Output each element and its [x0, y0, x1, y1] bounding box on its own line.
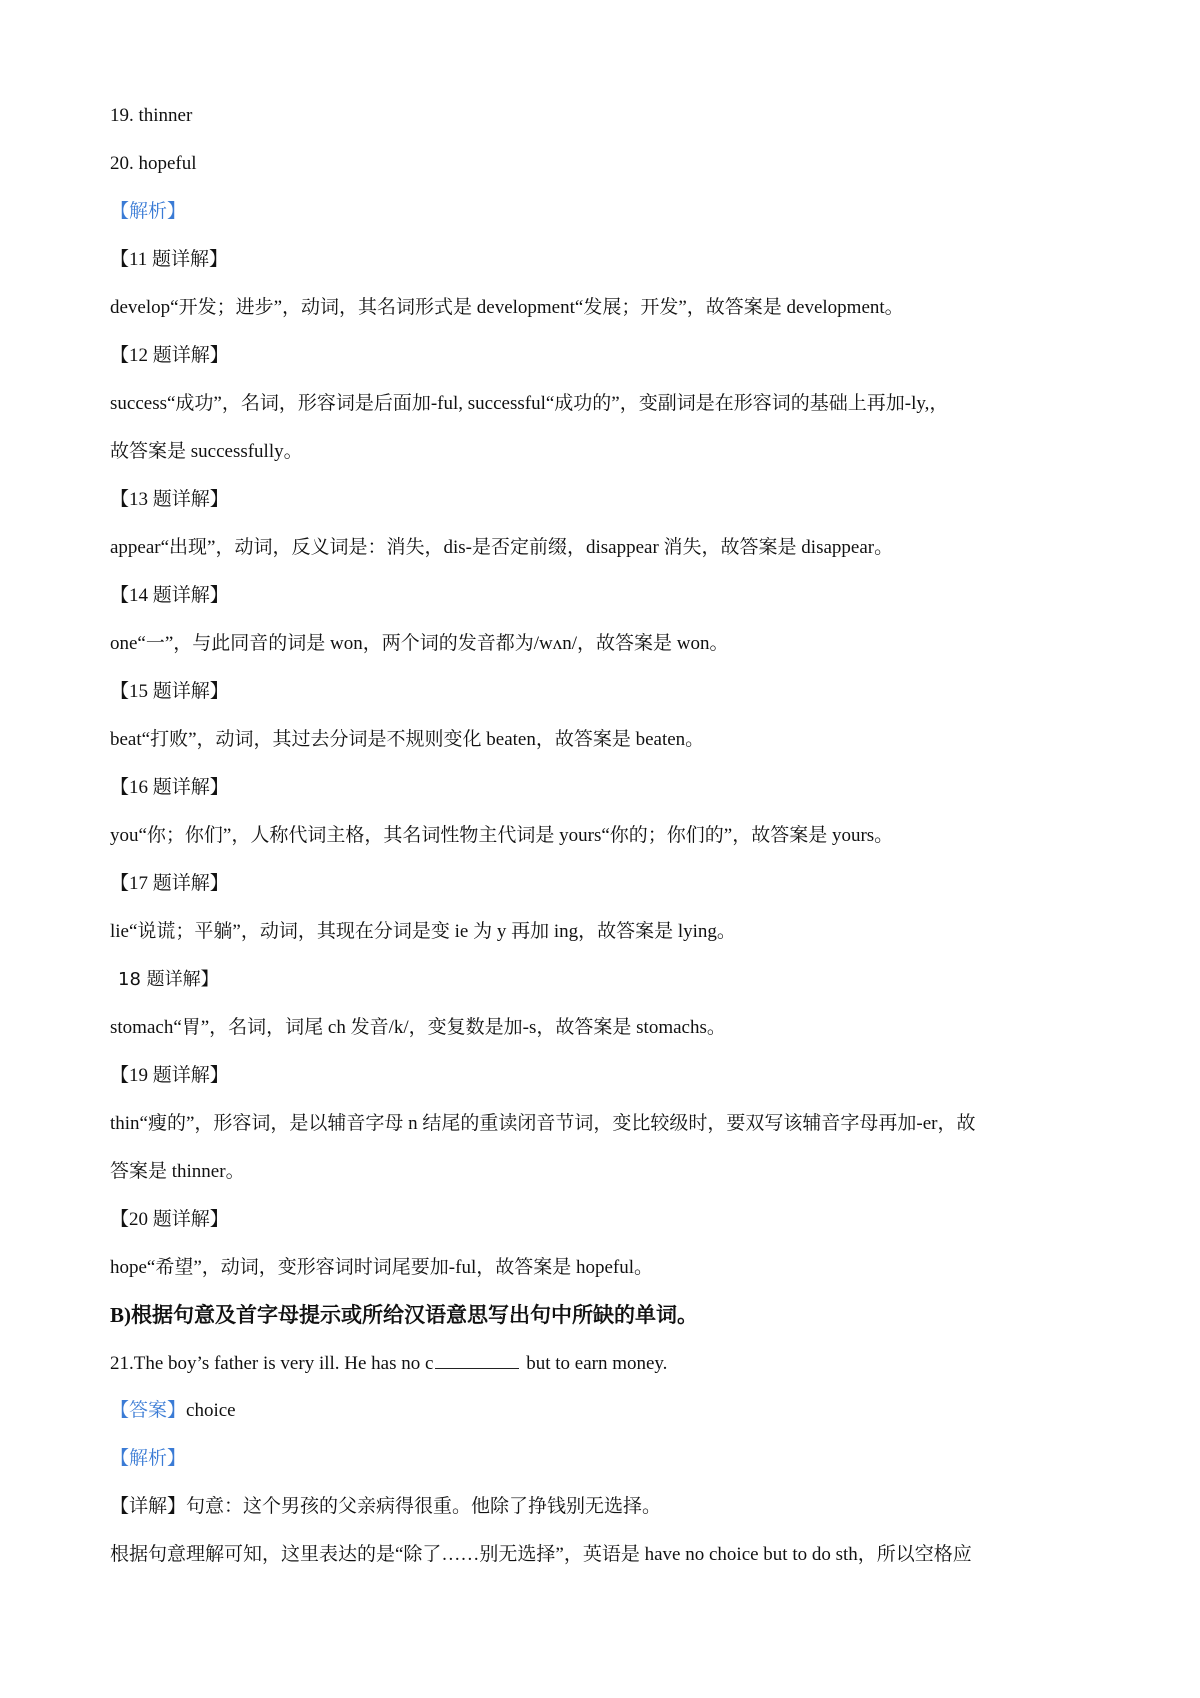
explain-line: 根据句意理解可知，这里表达的是“除了……别无选择”，英语是 have no choice but to do sth，所以空格应 [110, 1544, 972, 1565]
item-header: 【16 题详解】 [110, 777, 229, 798]
item-text: beat“打败”，动词，其过去分词是不规则变化 beaten，故答案是 beaten。 [110, 729, 705, 750]
answer-label: 【答案】 [110, 1400, 187, 1421]
item-text: lie“说谎；平躺”，动词，其现在分词是变 ie 为 y 再加 ing，故答案是 lying。 [110, 921, 736, 942]
item-header: 【12 题详解】 [110, 345, 229, 366]
item-header: 【20 题详解】 [110, 1209, 229, 1230]
answer-20: 20. hopeful [110, 153, 197, 174]
item-text: 故答案是 successfully。 [110, 441, 303, 462]
item-text: one“一”，与此同音的词是 won，两个词的发音都为/wʌn/，故答案是 won。 [110, 633, 729, 654]
item-text: 答案是 thinner。 [110, 1161, 245, 1182]
item-text: thin“瘦的”，形容词，是以辅音字母 n 结尾的重读闭音节词，变比较级时，要双写该辅音字母再加-er，故 [110, 1113, 976, 1134]
item-header: 【11 题详解】 [110, 249, 229, 270]
answer-line [110, 1398, 236, 1424]
item-text: success“成功”，名词，形容词是后面加-ful, successful“成功的”，变副词是在形容词的基础上再加-ly,， [110, 393, 949, 414]
question-21-text-after: but to earn money. [521, 1353, 668, 1374]
answer-blank [435, 1350, 519, 1369]
detail-line [110, 1494, 661, 1520]
question-21 [110, 1350, 667, 1377]
item-header: 【17 题详解】 [110, 873, 229, 894]
question-21-text-before: 21.The boy’s father is very ill. He has no c [110, 1353, 434, 1374]
item-header: 【19 题详解】 [110, 1065, 229, 1086]
item-header: 【15 题详解】 [110, 681, 229, 702]
detail-label: 【详解】 [110, 1496, 187, 1517]
analysis-label: 【解析】 [110, 201, 187, 222]
detail-text: 句意：这个男孩的父亲病得很重。他除了挣钱别无选择。 [186, 1496, 662, 1517]
analysis-label-b: 【解析】 [110, 1448, 187, 1469]
section-b-title: B)根据句意及首字母提示或所给汉语意思写出句中所缺的单词。 [110, 1303, 698, 1327]
answer-value: choice [186, 1400, 236, 1421]
item-text: appear“出现”，动词，反义词是：消失，dis-是否定前缀，disappear 消失，故答案是 disappear。 [110, 537, 894, 558]
item-header: 18 题详解】 [118, 969, 219, 990]
item-header: 【13 题详解】 [110, 489, 229, 510]
item-text: develop“开发；进步”，动词，其名词形式是 development“发展；开发”，故答案是 development。 [110, 297, 904, 318]
item-header: 【14 题详解】 [110, 585, 229, 606]
item-text: stomach“胃”，名词，词尾 ch 发音/k/，变复数是加-s，故答案是 stomachs。 [110, 1017, 726, 1038]
item-text: you“你；你们”，人称代词主格，其名词性物主代词是 yours“你的；你们的”，故答案是 yours。 [110, 825, 894, 846]
item-text: hope“希望”，动词，变形容词时词尾要加-ful，故答案是 hopeful。 [110, 1257, 654, 1278]
answer-19: 19. thinner [110, 105, 193, 126]
